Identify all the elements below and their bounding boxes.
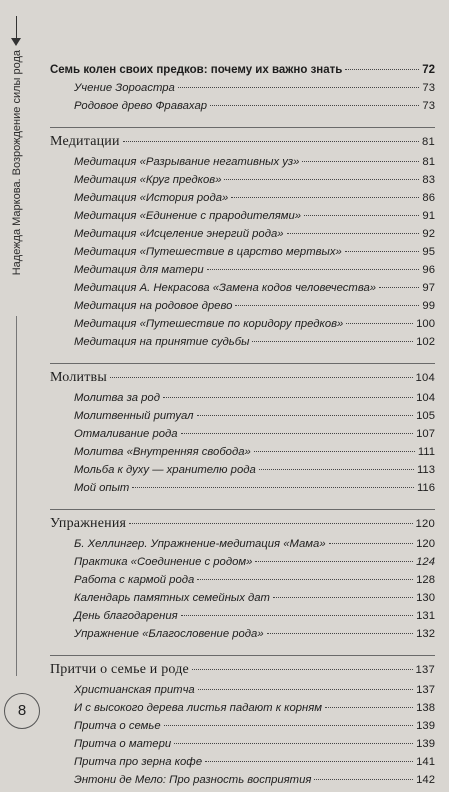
- toc-subentry-title: Молитвенный ритуал: [74, 410, 194, 422]
- toc-subentry-page: 83: [422, 174, 435, 186]
- toc-subentry-page: 139: [416, 720, 435, 732]
- toc-subentry-page: 86: [422, 192, 435, 204]
- toc-subentry: [50, 210, 435, 228]
- section-page: 120: [415, 518, 435, 530]
- toc-subentry: [50, 446, 435, 464]
- toc-subentry: [50, 482, 435, 500]
- toc-subentry-title: Практика «Соединение с родом»: [74, 556, 253, 568]
- toc-subentry-title: Учение Зороастра: [74, 82, 175, 94]
- toc-subentry: [50, 410, 435, 428]
- toc-subentry-title: Медитация для матери: [74, 264, 204, 276]
- toc-subentry: [50, 684, 435, 702]
- toc-subentry: [50, 336, 435, 354]
- section-divider: [50, 509, 435, 510]
- toc-subentry-page: 113: [416, 464, 435, 476]
- toc-subentry-page: 81: [422, 156, 435, 168]
- toc-subentry-title: Упражнение «Благословение рода»: [74, 628, 264, 640]
- toc-subentry-title: Притча про зерна кофе: [74, 756, 203, 768]
- toc-subentry-title: Медитация «История рода»: [74, 192, 229, 204]
- margin-rule: [16, 316, 17, 676]
- toc-subentry-title: Работа с кармой рода: [74, 574, 195, 586]
- toc-entry-page: 72: [422, 64, 435, 76]
- toc-subentry-page: 111: [417, 446, 435, 458]
- toc-section-exercises: [50, 516, 435, 538]
- toc-subentry-page: 105: [416, 410, 435, 422]
- leader-dots: [345, 251, 420, 252]
- toc-subentry-title: И с высокого дерева листья падают к корням: [74, 702, 323, 714]
- leader-dots: [197, 415, 414, 416]
- section-divider: [50, 655, 435, 656]
- toc-subentry-title: Медитация «Путешествие в царство мертвых»: [74, 246, 342, 258]
- toc-subentry: [50, 246, 435, 264]
- toc-subentry: [50, 318, 435, 336]
- toc-subentry: [50, 702, 435, 720]
- leader-dots: [302, 161, 419, 162]
- toc-section-parables: [50, 662, 435, 684]
- toc-subentry: [50, 192, 435, 210]
- toc-subentry: [50, 610, 435, 628]
- section-title: Притчи о семье и роде: [50, 662, 189, 677]
- toc-subentry-title: Медитация «Исцеление энергий рода»: [74, 228, 284, 240]
- toc-subentry: [50, 628, 435, 646]
- toc-subentry-title: Медитация «Разрывание негативных уз»: [74, 156, 300, 168]
- toc-subentry-page: 141: [416, 756, 435, 768]
- leader-dots: [252, 341, 413, 342]
- toc-subentry-page: 99: [422, 300, 435, 312]
- toc-entry-title: Семь колен своих предков: почему их важно знать: [50, 64, 343, 76]
- toc-subentry: [50, 756, 435, 774]
- toc-subentry-title: Б. Хеллингер. Упражнение-медитация «Мама»: [74, 538, 326, 550]
- toc-subentry-page: 138: [416, 702, 435, 714]
- leader-dots: [235, 305, 419, 306]
- leader-dots: [178, 87, 420, 88]
- toc-subentry: [50, 774, 435, 792]
- toc-subentry-title: День благодарения: [74, 610, 178, 622]
- toc-subentry: [50, 174, 435, 192]
- leader-dots: [197, 579, 413, 580]
- toc-subentry-page: 95: [422, 246, 435, 258]
- running-header: Надежда Маркова. Возрождение силы рода: [11, 50, 23, 276]
- toc-subentry-title: Мой опыт: [74, 482, 130, 494]
- toc-subentry-page: 73: [422, 82, 435, 94]
- leader-dots: [181, 433, 414, 434]
- toc-subentry-page: 139: [416, 738, 435, 750]
- toc-subentry-title: Родовое древо Фравахар: [74, 100, 208, 112]
- toc-subentry-title: Притча о семье: [74, 720, 161, 732]
- toc-subentry-title: Мольба к духу — хранителю рода: [74, 464, 256, 476]
- leader-dots: [198, 689, 413, 690]
- toc-subentry: [50, 100, 435, 118]
- leader-dots: [224, 179, 419, 180]
- toc-section-meditations: [50, 134, 435, 156]
- leader-dots: [164, 725, 414, 726]
- toc-subentry: [50, 574, 435, 592]
- toc-subentry-title: Притча о матери: [74, 738, 172, 750]
- toc-subentry-page: 130: [416, 592, 435, 604]
- toc-subentry-page: 96: [422, 264, 435, 276]
- leader-dots: [254, 451, 415, 452]
- section-title: Медитации: [50, 134, 120, 149]
- toc-subentry: [50, 264, 435, 282]
- leader-dots: [304, 215, 419, 216]
- leader-dots: [205, 761, 413, 762]
- leader-dots: [379, 287, 419, 288]
- leader-dots: [207, 269, 420, 270]
- toc-subentry: [50, 228, 435, 246]
- section-page: 137: [415, 664, 435, 676]
- leader-dots: [174, 743, 413, 744]
- leader-dots: [329, 543, 414, 544]
- toc-subentry-title: Отмаливание рода: [74, 428, 178, 440]
- leader-dots: [287, 233, 420, 234]
- table-of-contents: [50, 64, 435, 792]
- arrow-head-icon: [11, 38, 21, 46]
- toc-subentry-page: 124: [416, 556, 435, 568]
- toc-subentry-page: 137: [416, 684, 435, 696]
- leader-dots: [314, 779, 413, 780]
- arrow-down-icon: [16, 16, 17, 40]
- toc-subentry-page: 131: [416, 610, 435, 622]
- section-title: Упражнения: [50, 516, 127, 531]
- section-page: 104: [415, 372, 435, 384]
- toc-subentry-title: Медитация на принятие судьбы: [74, 336, 250, 348]
- toc-subentry: [50, 300, 435, 318]
- section-divider: [50, 363, 435, 364]
- page-number-badge: [4, 693, 42, 731]
- leader-dots: [231, 197, 419, 198]
- leader-dots: [346, 323, 413, 324]
- toc-subentry-title: Медитация «Круг предков»: [74, 174, 222, 186]
- toc-subentry-title: Медитация «Путешествие по коридору предков»: [74, 318, 344, 330]
- leader-dots: [110, 377, 413, 378]
- leader-dots: [267, 633, 414, 634]
- toc-subentry: [50, 464, 435, 482]
- leader-dots: [210, 105, 419, 106]
- leader-dots: [181, 615, 413, 616]
- toc-subentry-page: 102: [416, 336, 435, 348]
- leader-dots: [123, 141, 419, 142]
- toc-subentry-page: 104: [416, 392, 435, 404]
- toc-subentry: [50, 592, 435, 610]
- toc-subentry-title: Молитва за род: [74, 392, 160, 404]
- toc-subentry: [50, 428, 435, 446]
- leader-dots: [345, 69, 419, 70]
- leader-dots: [192, 669, 413, 670]
- leader-dots: [163, 397, 413, 398]
- toc-subentry-page: 97: [422, 282, 435, 294]
- toc-subentry-title: Медитация А. Некрасова «Замена кодов человечества»: [74, 282, 377, 294]
- toc-subentry-page: 132: [416, 628, 435, 640]
- toc-subentry-title: Календарь памятных семейных дат: [74, 592, 270, 604]
- toc-subentry-page: 128: [416, 574, 435, 586]
- toc-subentry-page: 92: [422, 228, 435, 240]
- book-spine-header: [6, 16, 28, 306]
- toc-subentry: [50, 738, 435, 756]
- toc-subentry-page: 100: [416, 318, 435, 330]
- section-divider: [50, 127, 435, 128]
- leader-dots: [259, 469, 414, 470]
- leader-dots: [132, 487, 414, 488]
- toc-subentry: [50, 720, 435, 738]
- toc-subentry-title: Молитва «Внутренняя свобода»: [74, 446, 251, 458]
- toc-subentry: [50, 156, 435, 174]
- toc-subentry: [50, 556, 435, 574]
- toc-subentry-title: Христианская притча: [74, 684, 195, 696]
- leader-dots: [273, 597, 413, 598]
- toc-subentry: [50, 392, 435, 410]
- toc-subentry-page: 142: [416, 774, 435, 786]
- toc-subentry: [50, 282, 435, 300]
- toc-subentry-page: 116: [416, 482, 435, 494]
- toc-section-prayers: [50, 370, 435, 392]
- toc-subentry-title: Медитация на родовое древо: [74, 300, 233, 312]
- toc-subentry: [50, 538, 435, 556]
- leader-dots: [325, 707, 413, 708]
- leader-dots: [255, 561, 413, 562]
- toc-subentry-title: Энтони де Мело: Про разность восприятия: [74, 774, 312, 786]
- section-page: 81: [422, 136, 435, 148]
- section-title: Молитвы: [50, 370, 107, 385]
- leader-dots: [129, 523, 412, 524]
- toc-subentry-page: 91: [422, 210, 435, 222]
- toc-subentry-page: 107: [416, 428, 435, 440]
- toc-subentry-page: 73: [422, 100, 435, 112]
- page-number: 8: [4, 693, 40, 729]
- toc-subentry: [50, 82, 435, 100]
- toc-subentry-title: Медитация «Единение с прародителями»: [74, 210, 302, 222]
- toc-subentry-page: 120: [416, 538, 435, 550]
- toc-entry-top: [50, 64, 435, 82]
